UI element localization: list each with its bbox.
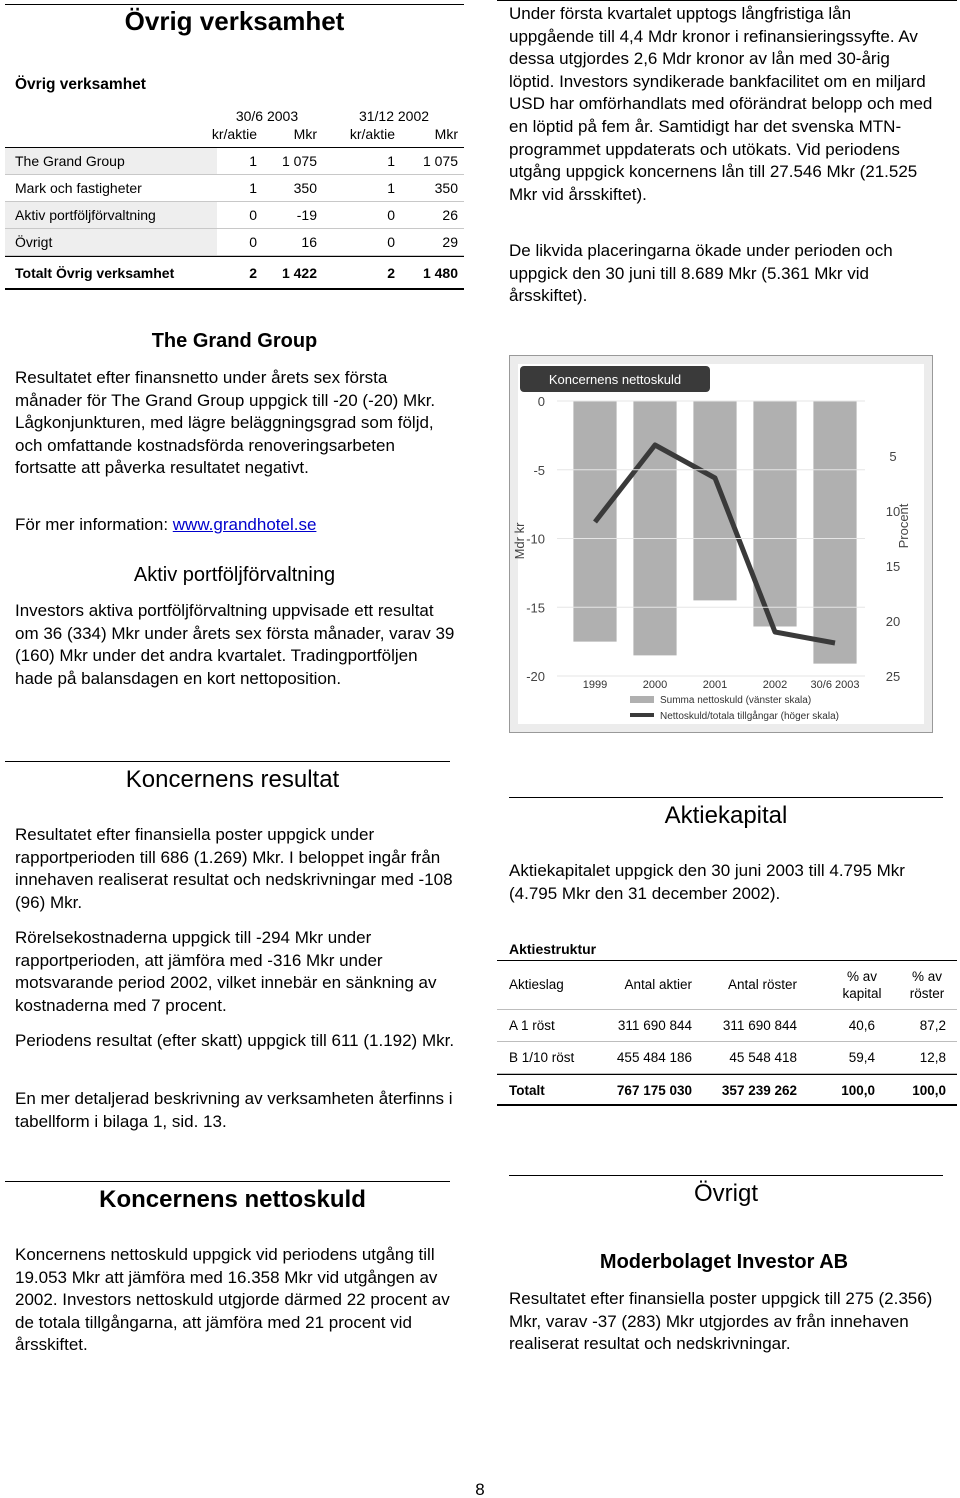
cell: Totalt [509,1083,545,1098]
table-row [5,175,464,202]
cell: 1 422 [281,265,317,281]
cell: 0 [387,234,395,250]
cell: 100,0 [912,1083,946,1098]
cell: 1 480 [422,265,458,281]
resultat-heading: Koncernens resultat [125,766,340,793]
unit-header: kr/aktie [349,126,395,142]
cell: 1 075 [422,153,458,169]
cell: 767 175 030 [616,1083,692,1098]
aktiekapital-heading: Aktiekapital [664,802,788,829]
page-number: 8 [475,1480,485,1498]
unit-header: Mkr [434,126,458,142]
table-header-row [497,960,957,1010]
cell: 1 [249,180,257,196]
cell: -19 [296,207,317,223]
x-tick-label: 2002 [762,679,788,691]
header-cell: % av kapital [842,969,882,1001]
ovrig-table [5,100,464,290]
cell: 357 239 262 [721,1083,797,1098]
ovrig-table-header [5,100,464,147]
y-left-label: Mdr kr [512,522,527,560]
cell: 12,8 [919,1050,946,1065]
resultat-p1: Resultatet efter finansiella poster uppgick under rapportperioden till 686 (1.269) Mkr. I beloppet ingår från innehaven realiserat resultat och nedskrivningar med -108 (96) Mkr. [15,825,453,912]
cell: 40,6 [848,1018,875,1033]
table-row [497,1010,957,1042]
ovrigt-paragraph: Resultatet efter finansiella poster uppgick till 275 (2.356) Mkr, varav -37 (283) Mkr utgjordes av från innehaven realiserat resultat och nedskrivningar. [509,1289,933,1354]
col-group-2003: 30/6 2003 [235,108,299,124]
cell: 1 [387,180,395,196]
aktiestruktur-table [497,960,957,1106]
x-tick-label: 1999 [582,679,608,691]
cell: 0 [249,207,257,223]
x-tick-label: 30/6 2003 [810,679,860,691]
top-rule-left [5,4,464,5]
resultat-rule [5,761,450,762]
nettoskuld-chart [509,355,933,733]
cell: 350 [293,180,317,196]
cell: 29 [442,234,458,250]
cell: 0 [249,234,257,250]
grand-info [15,514,455,537]
row-label: Totalt Övrig verksamhet [15,265,175,281]
aktiv-paragraph: Investors aktiva portföljförvaltning uppvisade ett resultat om 36 (334) Mkr under årets sex första månader, varav 39 (160) Mkr under det andra kvartalet. Tradingportföljen hade på balansdagen en kort nettoposition. [15,601,455,688]
resultat-p3: Periodens resultat (efter skatt) uppgick till 611 (1.192) Mkr. [15,1031,455,1050]
table-row [5,229,464,256]
moderbolaget-heading: Moderbolaget Investor AB [599,1251,849,1273]
cell: 100,0 [841,1083,875,1098]
top-rule-right [497,0,957,1]
aktiekapital-rule [509,797,943,798]
table-total-row [5,256,464,290]
aktiekapital-paragraph: Aktiekapitalet uppgick den 30 juni 2003 till 4.795 Mkr (4.795 Mkr den 31 december 2002). [509,861,905,903]
y-left-tick: -15 [526,600,545,616]
y-right-tick: 20 [885,614,901,629]
table-row [497,1042,957,1074]
cell: 311 690 844 [617,1018,692,1033]
info-prefix: För mer information: [15,515,173,534]
ovrig-heading: Övrig verksamhet [124,6,345,36]
cell: 87,2 [919,1018,946,1033]
header-cell: Antal röster [727,977,797,992]
nettoskuld-bar [813,401,856,664]
cell: 311 690 844 [722,1018,797,1033]
chart-svg [510,356,932,732]
table-total-row [497,1074,957,1106]
cell: 59,4 [848,1050,875,1065]
liquid-paragraph: De likvida placeringarna ökade under perioden och uppgick den 30 juni till 8.689 Mkr (5.361 Mkr vid årsskiftet). [509,241,893,306]
y-left-tick: 0 [537,394,545,409]
cell: 0 [387,207,395,223]
loans-paragraph: Under första kvartalet upptogs långfristiga lån uppgående till 4,4 Mdr kronor i refinansieringssyfte. Av dessa utgjordes 2,6 Mdr kronor av lån med 30-årig löptid. Investors syndikerade bankfacilitet om en miljard USD har omförhandlats med oförändrat belopp och med en löptid på fem år. Samtidigt har det svenska MTN-programmet uppdaterats och utökats. Vid periodens utgång uppgick koncernens lån till 27.546 Mkr (21.525 Mkr vid årsskiftet). [509,4,933,204]
grandhotel-link[interactable]: www.grandhotel.se [172,515,317,534]
grand-heading: The Grand Group [151,330,318,352]
y-right-tick: 5 [889,449,897,464]
nettoskuld-bar [693,401,736,600]
unit-header: kr/aktie [211,126,257,142]
y-right-tick: 15 [885,559,901,574]
ovrigt-heading: Övrigt [693,1180,758,1207]
y-left-tick: -10 [526,531,545,547]
row-label: The Grand Group [5,148,217,174]
row-label: Övrigt [5,229,217,255]
header-cell: % av röster [909,969,945,1001]
resultat-p2: Rörelsekostnaderna uppgick till -294 Mkr under rapportperioden, att jämföra med -316 Mkr under motsvarande period 2002, vilket innebär en sänkning av kostnaderna med 7 procent. [15,928,437,1015]
x-tick-label: 2000 [642,679,668,691]
cell: 26 [442,207,458,223]
cell: 1 [387,153,395,169]
header-cell: Antal aktier [624,977,692,992]
nettoskuld-paragraph: Koncernens nettoskuld uppgick vid periodens utgång till 19.053 Mkr att jämföra med 16.358 Mkr vid utgången av 2002. Investors nettoskuld utgjorde därmed 22 procent av de totala tillgångarna, att jämföra med 21 procent vid årsskiftet. [15,1245,450,1355]
grand-paragraph: Resultatet efter finansnetto under årets sex första månader för The Grand Group uppgick till -20 (-20) Mkr. Lågkonjunkturen, med lägre beläggningsgrad som följd, och omfattande kostnadsförda renoveringsarbeten fortsatte att påverka resultatet negativt. [15,368,436,478]
row-label: Mark och fastigheter [15,180,142,196]
aktiestruktur-title: Aktiestruktur [509,941,597,957]
chart-title: Koncernens nettoskuld [548,372,682,387]
table-row [5,148,464,175]
aktiv-heading: Aktiv portföljförvaltning [133,564,336,586]
nettoskuld-heading: Koncernens nettoskuld [99,1186,366,1213]
y-left-tick: -5 [533,462,545,478]
cell: 2 [249,265,257,281]
cell: 1 [249,153,257,169]
ovrig-table-title: Övrig verksamhet [15,76,146,93]
cell: 455 484 186 [616,1050,692,1065]
legend-line-label: Nettoskuld/totala tillgångar (höger skala) [660,711,839,722]
x-tick-label: 2001 [702,679,728,691]
row-label: Aktiv portföljförvaltning [5,202,217,228]
y-right-tick: 25 [885,669,901,684]
table-row [5,202,464,229]
y-left-tick: -20 [526,669,545,684]
cell: A 1 röst [509,1018,555,1033]
cell: 1 075 [281,153,317,169]
header-cell: Aktieslag [509,977,564,992]
y-right-label: Procent [896,503,911,549]
legend-bar-label: Summa nettoskuld (vänster skala) [660,695,812,706]
cell: B 1/10 röst [509,1050,575,1065]
y-right-tick: 10 [885,504,901,519]
cell: 2 [387,265,395,281]
resultat-p4: En mer detaljerad beskrivning av verksamheten återfinns i tabellform i bilaga 1, sid. 13. [15,1089,453,1131]
cell: 45 548 418 [729,1050,797,1065]
unit-header: Mkr [293,126,317,142]
legend-bar-swatch [630,696,654,703]
nettoskuld-bar [633,401,676,655]
nettoskuld-rule [5,1181,450,1182]
cell: 16 [301,234,317,250]
col-group-2002: 31/12 2002 [358,108,430,124]
cell: 350 [434,180,458,196]
ovrigt-rule [509,1175,943,1176]
